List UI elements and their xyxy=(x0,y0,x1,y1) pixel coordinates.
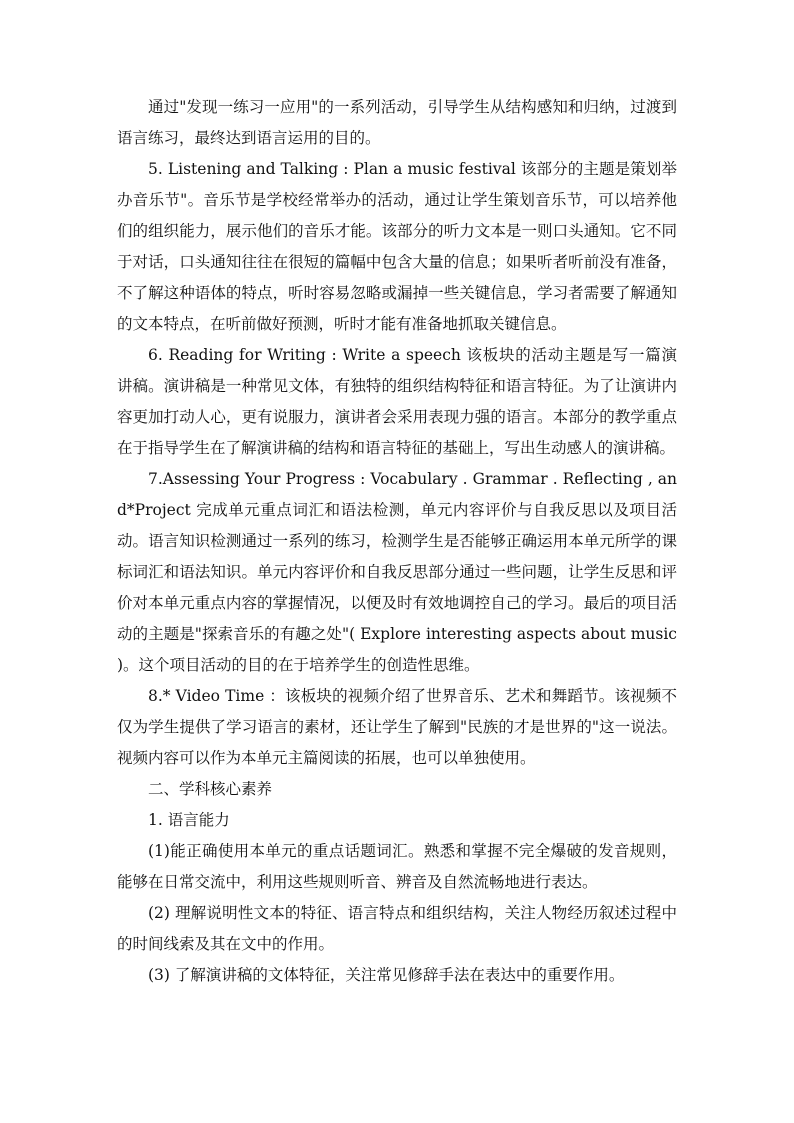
paragraph-video-time: 8.* Video Time ：该板块的视频介绍了世界音乐、艺术和舞蹈节。该视频不仅为学生提供了学习语言的素材，还让学生了解到"民族的才是世界的"这一说法。视频内容可以作为本单元主篇阅读的拓展，也可以单独使用。 xyxy=(117,687,677,767)
paragraph-listening-talking: 5. Listening and Talking : Plan a music festival 该部分的主题是策划举办音乐节"。音乐节是学校经常举办的活动，通过让学生策划音乐节，可以培养他们的组织能力，展示他们的音乐才能。该部分的听力文本是一则口头通知。它不同于对话，口头通知往往在很短的篇幅中包含大量的信息；如果听者听前没有准备，不了解这种语体的特点，听时容易忽略或漏掉一些关键信息，学习者需要了解通知的文本特点，在听前做好预测，听时才能有准备地抓取关键信息。 xyxy=(117,160,677,333)
paragraph-assessing-progress: 7.Assessing Your Progress : Vocabulary . Grammar . Reflecting , and*Project 完成单元重点词汇和语法检测，单元内容评价与自我反思以及项目活动。语言知识检测通过一系列的练习，检测学生是否能够正确运用本单元所学的课标词汇和语法知识。单元内容评价和自我反思部分通过一些问题，让学生反思和评价对本单元重点内容的掌握情况，以便及时有效地调控自己的学习。最后的项目活动的主题是"探索音乐的有趣之处"( Explore interesting aspects about music )。这个项目活动的目的在于培养学生的创造性思维。 xyxy=(117,470,677,674)
paragraph-reading-writing: 6. Reading for Writing : Write a speech 该板块的活动主题是写一篇演讲稿。演讲稿是一种常见文体，有独特的组织结构特征和语言特征。为了让演讲内容更加打动人心，更有说服力，演讲者会采用表现力强的语言。本部分的教学重点在于指导学生在了解演讲稿的结构和语言特征的基础上，写出生动感人的演讲稿。 xyxy=(117,346,677,457)
subheading-language-ability: 1. 语言能力 xyxy=(148,811,230,829)
document-body xyxy=(117,92,677,991)
paragraph-intro-continuation: 通过"发现一练习一应用"的一系列活动，引导学生从结构感知和归纳，过渡到语言练习，最终达到语言运用的目的。 xyxy=(117,98,677,147)
list-item-2: (2) 理解说明性文本的特征、语言特点和组织结构，关注人物经历叙述过程中的时间线索及其在文中的作用。 xyxy=(117,904,677,953)
list-item-3: (3) 了解演讲稿的文体特征，关注常见修辞手法在表达中的重要作用。 xyxy=(148,966,625,984)
section-heading-core-literacy: 二、学科核心素养 xyxy=(148,780,273,798)
list-item-1: (1)能正确使用本单元的重点话题词汇。熟悉和掌握不完全爆破的发音规则，能够在日常交流中，利用这些规则听音、辨音及自然流畅地进行表达。 xyxy=(117,842,677,891)
